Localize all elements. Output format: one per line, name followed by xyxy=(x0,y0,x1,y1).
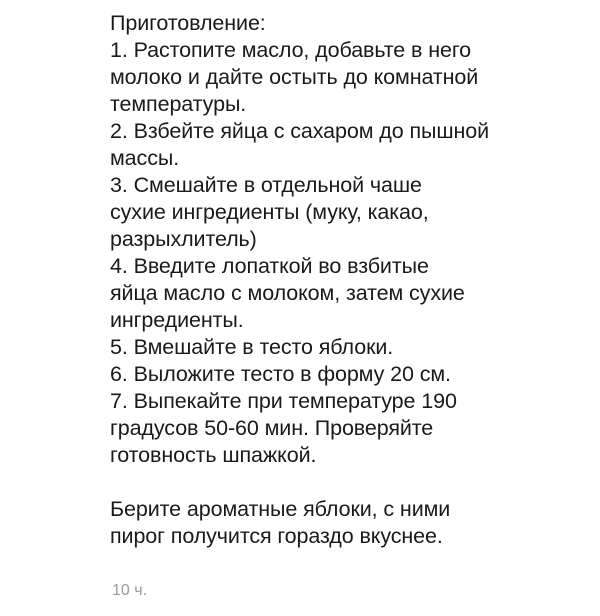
text-line-tip-end: пирог получится гораздо вкуснее. xyxy=(110,524,443,548)
post-body xyxy=(110,10,590,550)
text-line-step-1-end: температуры. xyxy=(110,92,247,116)
text-line-step-1: 1. Растопите масло, добавьте в него xyxy=(110,38,471,62)
text-line-step-7-cont: градусов 50-60 мин. Проверяйте xyxy=(110,416,434,440)
text-line-step-7-end: готовность шпажкой. xyxy=(110,443,317,467)
post-text xyxy=(110,10,590,550)
text-line-step-4: 4. Введите лопаткой во взбитые xyxy=(110,254,429,278)
text-line-step-1-cont: молоко и дайте остыть до комнатной xyxy=(110,65,479,89)
text-line-step-2-end: массы. xyxy=(110,146,180,170)
text-line-step-7: 7. Выпекайте при температуре 190 xyxy=(110,389,457,413)
text-line-step-5: 5. Вмешайте в тесто яблоки. xyxy=(110,335,394,359)
text-line-heading: Приготовление: xyxy=(110,11,266,35)
text-line-step-6: 6. Выложите тесто в форму 20 см. xyxy=(110,362,451,386)
text-line-tip: Берите ароматные яблоки, с ними xyxy=(110,497,451,521)
text-line-step-4-cont: яйца масло с молоком, затем сухие xyxy=(110,281,465,305)
text-line-step-4-end: ингредиенты. xyxy=(110,308,244,332)
text-line-step-3-cont: сухие ингредиенты (муку, какао, xyxy=(110,200,429,224)
text-line-step-3: 3. Смешайте в отдельной чаше xyxy=(110,173,422,197)
text-line-step-3-end: разрыхлитель) xyxy=(110,227,257,251)
post-timestamp: 10 ч. xyxy=(112,582,148,599)
text-line-step-2: 2. Взбейте яйца с сахаром до пышной xyxy=(110,119,490,143)
blank-line xyxy=(110,469,590,496)
